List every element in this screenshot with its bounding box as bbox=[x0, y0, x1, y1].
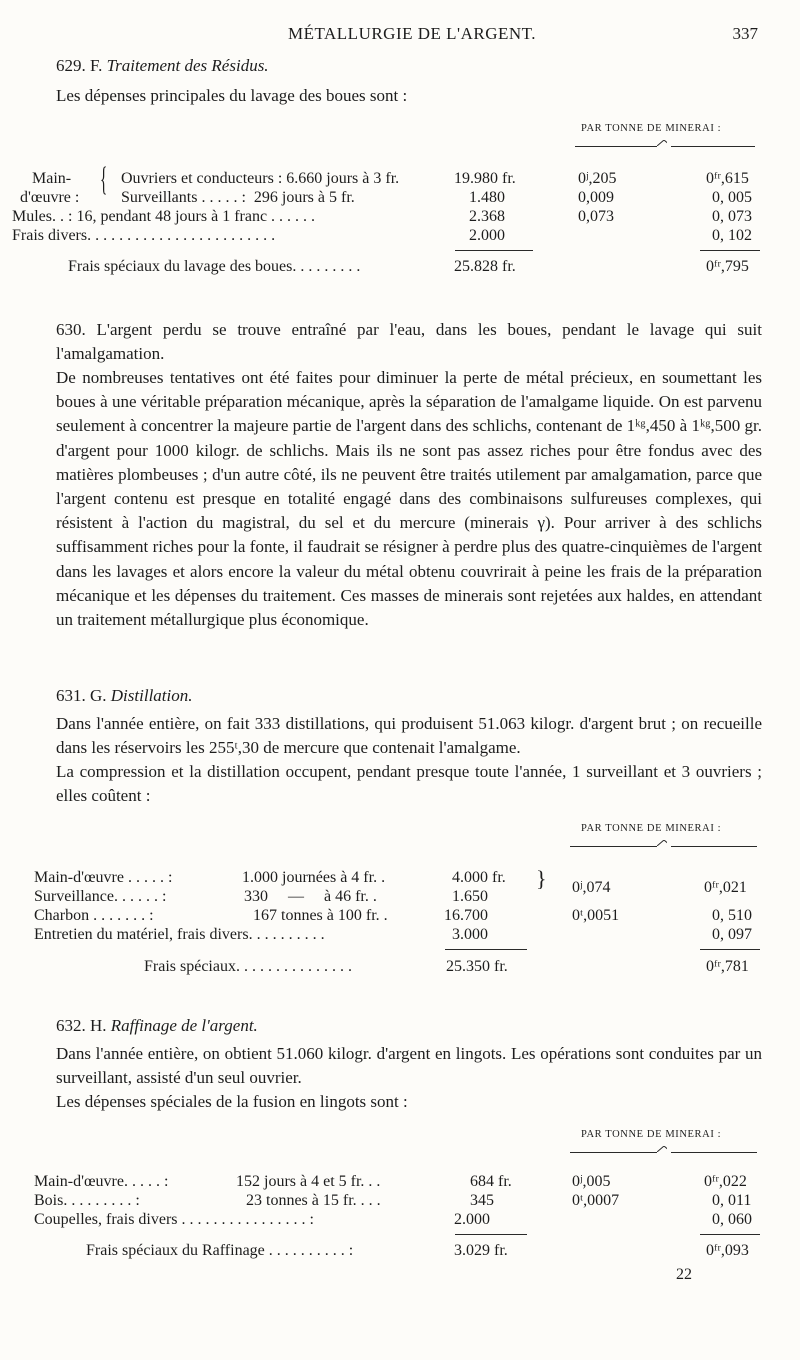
signature-mark: 22 bbox=[676, 1266, 692, 1283]
row-qty: 23 tonnes à 15 fr. . . . bbox=[246, 1192, 381, 1209]
section-631-para1: Dans l'année entière, on fait 333 distillations, qui produisent 51.063 kilogr. d'argent brut ; on recueille dans les réservoirs les 255ᵗ,30 de mercure que contenait l'amalgame. bbox=[56, 714, 762, 758]
brace-tip bbox=[657, 140, 667, 146]
row-desc: Entretien du matériel, frais divers. . . . . . . . . . bbox=[34, 926, 325, 943]
section-630-para2: De nombreuses tentatives ont été faites pour diminuer la perte de métal précieux, en soumettant les boues à une véritable préparation mécanique, après la séparation de l'amalgame liquide. On est parvenu seulement à concentrer la majeure partie de l'argent dans des schlichs, contenant de 1ᵏᵍ,450 à 1ᵏᵍ,500 gr. d'argent pour 1000 kilogr. de schlichs. Mais ils ne sont pas assez riches pour être fondus avec des matières plombeuses ; d'un autre côté, ils ne peuvent être traités utilement par amalgamation, parce que l'argent contenu est presque en totalité engagé dans des combinaisons sulfureuses complexes, qui résistent à l'action du magistral, du sel et du mercure (minerais γ). Pour arriver à des schlichs suffisamment riches pour la fonte, il faudrait se résigner à perdre plus des quatre-cinquièmes de l'argent dans les lavages et alors encore la valeur du métal obtenu couvrirait à peine les frais de la préparation mécanique et les dépenses du traitement. Ces masses de minerais sont rejetées aux haldes, en attendant un traitement métallurgique plus économique. bbox=[56, 368, 762, 630]
section-number: 632. H. bbox=[56, 1016, 107, 1035]
row-desc: Main-d'œuvre. . . . . : bbox=[34, 1173, 169, 1190]
row-col-b: 0ᶠʳ,022 bbox=[704, 1173, 747, 1190]
sum-col-b: 0ᶠʳ,795 bbox=[706, 258, 749, 275]
brace-right bbox=[671, 1152, 757, 1153]
brace-left bbox=[575, 146, 657, 147]
brace-left bbox=[570, 1152, 657, 1153]
row-col-b: 0ᶠʳ,615 bbox=[706, 170, 749, 187]
row-total: 19.980 fr. bbox=[454, 170, 516, 187]
section-number: 629. F. bbox=[56, 56, 103, 75]
row-col-b: 0, 102 bbox=[712, 227, 752, 244]
brace-right bbox=[671, 146, 755, 147]
brace: { bbox=[100, 161, 108, 198]
brace-right bbox=[671, 846, 757, 847]
sum-total: 25.350 fr. bbox=[446, 958, 508, 975]
sum-rule bbox=[700, 250, 760, 251]
row-col-a: 0ᵗ,0051 bbox=[572, 907, 620, 924]
section-title: Distillation. bbox=[110, 686, 193, 705]
row-label: d'œuvre : bbox=[20, 189, 80, 206]
row-total: 4.000 fr. bbox=[452, 869, 506, 886]
row-total: 684 fr. bbox=[470, 1173, 512, 1190]
section-631-heading bbox=[56, 686, 193, 706]
row-desc: Surveillants . . . . . : 296 jours à 5 fr. bbox=[121, 189, 355, 206]
page-number: 337 bbox=[732, 24, 758, 43]
section-title: Raffinage de l'argent. bbox=[110, 1016, 258, 1035]
sum-desc: Frais spéciaux du lavage des boues. . . . . . . . . bbox=[68, 258, 361, 275]
sum-total: 25.828 fr. bbox=[454, 258, 516, 275]
sum-rule bbox=[455, 1234, 527, 1235]
sum-desc: Frais spéciaux. . . . . . . . . . . . . . . bbox=[144, 958, 352, 975]
row-total: 2.000 bbox=[469, 227, 505, 244]
row-label: Main- bbox=[32, 170, 72, 187]
sum-col-b: 0ᶠʳ,781 bbox=[706, 958, 749, 975]
sum-rule bbox=[700, 949, 760, 950]
row-col-a: 0ʲ,074 bbox=[572, 879, 611, 896]
row-total: 1.480 bbox=[469, 189, 505, 206]
section-629-intro: Les dépenses principales du lavage des boues sont : bbox=[56, 86, 408, 105]
row-qty: 152 jours à 4 et 5 fr. . . bbox=[236, 1173, 381, 1190]
running-header bbox=[0, 24, 800, 48]
row-total: 2.368 bbox=[469, 208, 505, 225]
column-header: PAR TONNE DE MINERAI : bbox=[581, 1129, 722, 1140]
section-631-para2: La compression et la distillation occupent, pendant presque toute l'année, 1 surveillant et 3 ouvriers ; elles coûtent : bbox=[56, 762, 762, 806]
section-title: Traitement des Résidus. bbox=[106, 56, 269, 75]
row-col-a: 0ʲ,205 bbox=[578, 170, 617, 187]
row-col-b: 0, 011 bbox=[712, 1192, 752, 1209]
section-629-heading bbox=[56, 56, 269, 76]
row-col-b: 0, 073 bbox=[712, 208, 752, 225]
row-qty: 330 — à 46 fr. . bbox=[244, 888, 377, 905]
row-desc: Frais divers. . . . . . . . . . . . . . . . . . . . . . . . bbox=[12, 227, 276, 244]
row-col-b: 0, 060 bbox=[712, 1211, 752, 1228]
row-desc: Main-d'œuvre . . . . . : bbox=[34, 869, 173, 886]
section-630-para1: 630. L'argent perdu se trouve entraîné par l'eau, dans les boues, pendant le lavage qui suit l'amalgamation. bbox=[56, 320, 762, 364]
row-total: 1.650 bbox=[452, 888, 488, 905]
row-col-a: 0ᵗ,0007 bbox=[572, 1192, 620, 1209]
row-col-a: 0,009 bbox=[578, 189, 614, 206]
running-title: MÉTALLURGIE DE L'ARGENT. bbox=[288, 24, 537, 43]
row-total: 345 bbox=[470, 1192, 494, 1209]
row-col-b: 0, 510 bbox=[712, 907, 752, 924]
sum-total: 3.029 fr. bbox=[454, 1242, 508, 1259]
sum-rule bbox=[445, 949, 527, 950]
sum-rule bbox=[455, 250, 533, 251]
section-632-para2: Les dépenses spéciales de la fusion en lingots sont : bbox=[56, 1092, 408, 1111]
row-col-a: 0ʲ,005 bbox=[572, 1173, 611, 1190]
sum-col-b: 0ᶠʳ,093 bbox=[706, 1242, 749, 1259]
brace-left bbox=[570, 846, 657, 847]
section-632-para1: Dans l'année entière, on obtient 51.060 kilogr. d'argent en lingots. Les opérations sont conduites par un surveillant, assisté d'un seul ouvrier. bbox=[56, 1044, 762, 1088]
row-total: 3.000 bbox=[452, 926, 488, 943]
row-col-b: 0, 005 bbox=[712, 189, 752, 206]
row-qty: 1.000 journées à 4 fr. . bbox=[242, 869, 386, 886]
brace-tip bbox=[657, 1146, 667, 1152]
row-total: 2.000 bbox=[454, 1211, 490, 1228]
brace: } bbox=[536, 866, 547, 891]
row-qty: 167 tonnes à 100 fr. . bbox=[253, 907, 388, 924]
sum-rule bbox=[700, 1234, 760, 1235]
row-desc: Mules. . : 16, pendant 48 jours à 1 franc . . . . . . bbox=[12, 208, 316, 225]
sum-desc: Frais spéciaux du Raffinage . . . . . . . . . . : bbox=[86, 1242, 354, 1259]
row-col-a: 0,073 bbox=[578, 208, 614, 225]
row-desc: Ouvriers et conducteurs : 6.660 jours à 3 fr. bbox=[121, 170, 400, 187]
column-header: PAR TONNE DE MINERAI : bbox=[581, 123, 722, 134]
row-col-b: 0ᶠʳ,021 bbox=[704, 879, 747, 896]
section-632-heading bbox=[56, 1016, 258, 1036]
row-col-b: 0, 097 bbox=[712, 926, 752, 943]
row-desc: Bois. . . . . . . . . : bbox=[34, 1192, 140, 1209]
row-desc: Coupelles, frais divers . . . . . . . . . . . . . . . . : bbox=[34, 1211, 314, 1228]
row-total: 16.700 bbox=[444, 907, 488, 924]
brace-tip bbox=[657, 840, 667, 846]
column-header: PAR TONNE DE MINERAI : bbox=[581, 823, 722, 834]
row-desc: Charbon . . . . . . . : bbox=[34, 907, 154, 924]
section-number: 631. G. bbox=[56, 686, 107, 705]
row-desc: Surveillance. . . . . . : bbox=[34, 888, 167, 905]
